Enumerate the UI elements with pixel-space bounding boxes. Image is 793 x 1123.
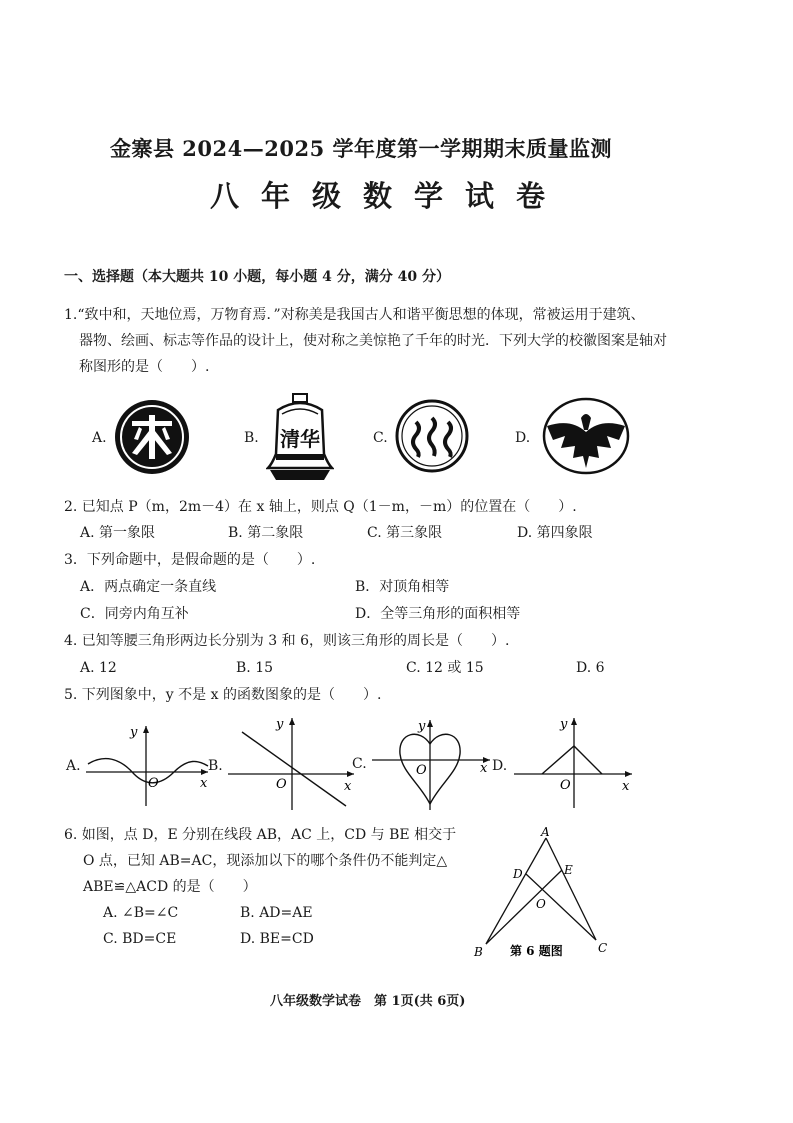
- logo-b-bell-icon: [266, 392, 334, 482]
- segment-be: [486, 870, 562, 944]
- q1-option-c-label: C.: [373, 430, 388, 446]
- q5d-x-label: x: [622, 779, 630, 794]
- q5-stem: 5. 下列图象中，y 不是 x 的函数图象的是（ ）.: [64, 687, 382, 703]
- exam-subtitle: 八年级数学试卷: [210, 179, 568, 213]
- q5d-y-label: y: [560, 717, 568, 732]
- q3-option-a: A．两点确定一条直线: [80, 579, 217, 595]
- point-e-label: E: [564, 863, 573, 877]
- q5-graph-d: [510, 712, 636, 812]
- logo-b-text: 清华: [280, 427, 320, 451]
- q2-option-a: A. 第一象限: [80, 525, 156, 541]
- q6-option-b: B. AD=AE: [240, 905, 313, 921]
- q4-option-a: A. 12: [80, 660, 117, 676]
- q5b-x-label: x: [344, 779, 352, 794]
- q6-line-1: 6. 如图，点 D，E 分别在线段 AB，AC 上，CD 与 BE 相交于: [64, 827, 457, 843]
- q1-line-3: 称图形的是（ ）.: [79, 359, 210, 375]
- q5a-y-label: y: [130, 725, 138, 740]
- page-footer: 八年级数学试卷 第 1页(共 6页): [270, 994, 466, 1009]
- q4-option-c: C. 12 或 15: [406, 660, 484, 676]
- point-a-label: A: [541, 825, 550, 839]
- q1-option-d-label: D.: [515, 430, 531, 446]
- point-b-label: B: [474, 945, 483, 959]
- q1-line-2: 器物、绘画、标志等作品的设计上，使对称之美惊艳了千年的时光．下列大学的校徽图案是轴对: [79, 333, 667, 349]
- point-c-label: C: [598, 941, 608, 955]
- q1-option-b-label: B.: [244, 430, 259, 446]
- q2-option-b: B. 第二象限: [228, 525, 304, 541]
- segment-ab: [486, 838, 546, 944]
- q6-line-2: O 点，已知 AB=AC，现添加以下的哪个条件仍不能判定△: [83, 853, 448, 869]
- point-o-label: O: [536, 897, 546, 911]
- point-d-label: D: [513, 867, 523, 881]
- q5a-origin-label: O: [148, 776, 159, 791]
- q5-option-c-label: C.: [352, 756, 367, 772]
- q6-option-c: C. BD=CE: [103, 931, 177, 947]
- q1-line-1: 1.“致中和，天地位焉，万物育焉．”对称美是我国古人和谐平衡思想的体现，常被运用于建筑、: [64, 307, 645, 323]
- q3-stem: 3．下列命题中，是假命题的是（ ）.: [64, 552, 316, 568]
- q5-option-a-label: A.: [66, 758, 81, 774]
- section-heading: 一、选择题（本大题共 10 小题，每小题 4 分，满分 40 分）: [64, 269, 450, 285]
- q5c-x-label: x: [480, 761, 488, 776]
- q5d-origin-label: O: [560, 778, 571, 793]
- q4-stem: 4. 已知等腰三角形两边长分别为 3 和 6，则该三角形的周长是（ ）.: [64, 633, 510, 649]
- q3-option-b: B．对顶角相等: [355, 579, 450, 595]
- logo-d-eagle-icon: [541, 396, 631, 476]
- q5c-y-label: y: [418, 719, 426, 734]
- q4-option-b: B. 15: [236, 660, 274, 676]
- q5-graph-a: [84, 720, 214, 810]
- logo-c-waves-icon: [394, 398, 470, 474]
- q6-triangle-figure: [470, 824, 620, 964]
- q5b-y-label: y: [276, 717, 284, 732]
- q5-option-b-label: B.: [208, 758, 223, 774]
- q5-graph-c: [370, 714, 494, 814]
- q6-option-d: D. BE=CD: [240, 931, 314, 947]
- q5c-origin-label: O: [416, 763, 427, 778]
- q6-option-a: A. ∠B=∠C: [103, 905, 179, 921]
- q5a-x-label: x: [200, 776, 208, 791]
- logo-a-icon: [112, 397, 192, 477]
- segment-ac: [546, 838, 596, 940]
- q3-option-d: D．全等三角形的面积相等: [355, 606, 521, 622]
- q4-option-d: D. 6: [576, 660, 605, 676]
- exam-title: 金寨县 2024—2025 学年度第一学期期末质量监测: [110, 136, 613, 161]
- q2-option-c: C. 第三象限: [367, 525, 443, 541]
- q2-stem: 2. 已知点 P（m，2m－4）在 x 轴上，则点 Q（1－m，－m）的位置在（ ）.: [64, 499, 577, 515]
- q5-graph-b: [224, 712, 358, 814]
- q1-option-a-label: A.: [92, 430, 107, 446]
- q2-option-d: D. 第四象限: [517, 525, 593, 541]
- q3-option-c: C．同旁内角互补: [80, 606, 189, 622]
- figure-caption: 第 6 题图: [510, 944, 563, 958]
- q6-line-3: ABE≌△ACD 的是（ ）: [83, 879, 257, 895]
- q5-option-d-label: D.: [492, 758, 508, 774]
- q5b-origin-label: O: [276, 777, 287, 792]
